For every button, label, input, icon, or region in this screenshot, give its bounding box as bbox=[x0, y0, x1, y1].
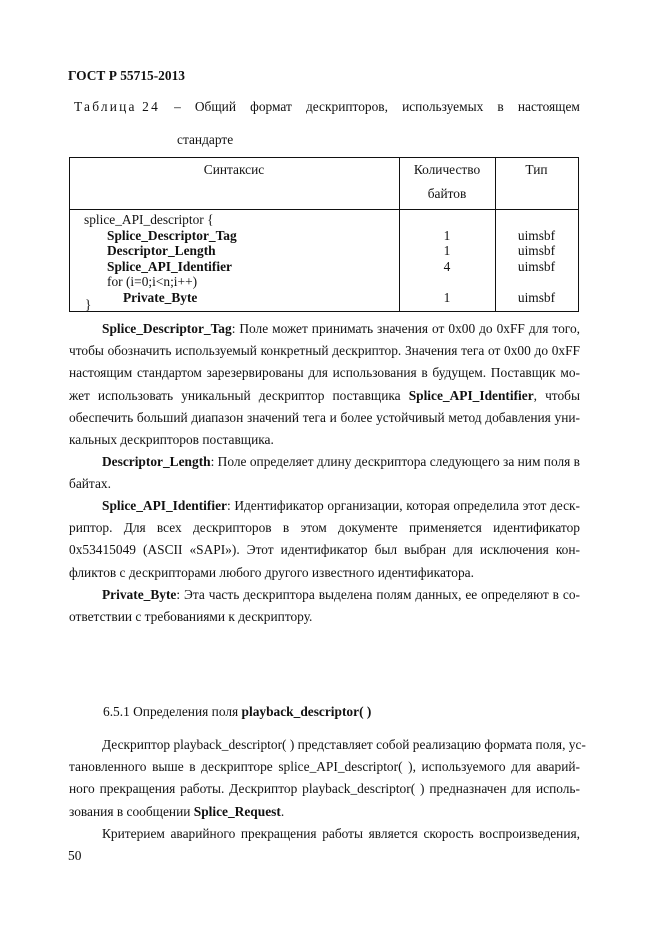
table-cell-type: uimsbf bbox=[517, 290, 556, 305]
caption-label: Таблица 24 bbox=[74, 99, 160, 114]
table-cell-type: uimsbf bbox=[517, 243, 556, 259]
text-line: байтах. bbox=[69, 476, 111, 492]
table-row-syntax: splice_API_descriptor { bbox=[84, 212, 214, 227]
table-row-syntax: Splice_API_Identifier bbox=[107, 258, 232, 274]
table-row-syntax: for (i=0;i<n;i++) bbox=[107, 274, 198, 290]
table-cell-type: uimsbf bbox=[517, 227, 556, 243]
header-type: Тип bbox=[525, 162, 548, 177]
term: Splice_API_Identifier bbox=[408, 387, 534, 403]
table-row-syntax: Splice_Descriptor_Tag bbox=[107, 227, 237, 243]
caption-word: дескрипторов, bbox=[305, 99, 388, 114]
text-span: : Эта часть дескриптора выделена полям данных, ее определяют в со- bbox=[176, 587, 580, 602]
text-line: кальных дескрипторов поставщика. bbox=[69, 431, 274, 447]
text-line: риптор. Для всех дескрипторов в этом документе применяется идентификатор bbox=[69, 520, 580, 536]
term: Private_Byte bbox=[102, 587, 177, 602]
text-span: : Идентификатор организации, которая определила этот деск- bbox=[226, 498, 580, 513]
table-cell-count: 1 bbox=[443, 227, 451, 243]
text-line bbox=[69, 495, 580, 517]
paragraph-playback-descriptor bbox=[69, 734, 586, 823]
text-line: ответствии с требованиями к дескриптору. bbox=[69, 609, 313, 625]
term: Descriptor_Length bbox=[102, 454, 211, 469]
header-syntax: Синтаксис bbox=[203, 162, 265, 177]
header-byte-count bbox=[399, 161, 495, 203]
table-caption bbox=[74, 99, 580, 147]
caption-word: формат bbox=[250, 99, 292, 114]
text-line: настоящим стандартом зарезервированы для использования в будущем. Поставщик мо- bbox=[69, 365, 580, 381]
paragraph-private-byte bbox=[69, 584, 580, 628]
text-line bbox=[69, 801, 580, 823]
text-line: 0x53415049 (ASCII «SAPI»). Этот идентификатор был выбран для исключения кон- bbox=[69, 542, 580, 558]
caption-word: настоящем bbox=[517, 99, 580, 114]
table-cell-type: uimsbf bbox=[517, 258, 556, 274]
text-line: Дескриптор playback_descriptor( ) представляет собой реализацию формата поля, ус- bbox=[102, 737, 586, 752]
text-span: : Поле может принимать значения от 0x00 до 0xFF для того, bbox=[231, 321, 580, 336]
text-line: тановленного выше в дескрипторе splice_API_descriptor( ), используемого для аварий- bbox=[69, 759, 580, 775]
text-span: . bbox=[280, 803, 285, 819]
table-border-bottom bbox=[69, 311, 579, 312]
paragraph-api-identifier bbox=[69, 495, 580, 584]
table-row-syntax: Descriptor_Length bbox=[107, 243, 216, 259]
table-cell-count: 1 bbox=[443, 243, 451, 259]
header-byte-count-line-2: байтов bbox=[427, 186, 467, 201]
text-span: зования в сообщении bbox=[69, 803, 194, 819]
page-number: 50 bbox=[68, 848, 82, 863]
table-row-syntax: } bbox=[85, 297, 92, 312]
caption-word: Общий bbox=[194, 99, 237, 114]
text-line: фликтов с дескрипторами любого другого известного идентификатора. bbox=[69, 564, 474, 580]
table-cell-count: 4 bbox=[443, 258, 451, 274]
section-heading bbox=[103, 701, 371, 723]
caption-line-2: стандарте bbox=[177, 132, 234, 147]
table-border-top bbox=[69, 157, 579, 158]
caption-line-1 bbox=[74, 99, 580, 115]
term: Splice_Request bbox=[193, 803, 281, 819]
header-byte-count-line-1: Количество bbox=[413, 162, 481, 177]
text-span: жет использовать уникальный дескриптор поставщика bbox=[69, 387, 409, 403]
paragraph-descriptor-length bbox=[69, 451, 580, 495]
text-line: обеспечить больший диапазон значений тега и более устойчивый метод добавления уни- bbox=[69, 409, 580, 425]
text-line: ного прекращения работы. Дескриптор playback_descriptor( ) предназначен для исполь- bbox=[69, 781, 580, 797]
paragraph-criterion bbox=[69, 823, 580, 845]
table-border-right bbox=[578, 157, 579, 312]
text-line bbox=[69, 385, 580, 407]
heading-term: playback_descriptor( ) bbox=[241, 704, 372, 719]
term: Splice_API_Identifier bbox=[102, 498, 227, 513]
table-row-syntax: Private_Byte bbox=[123, 290, 198, 305]
table-header-divider bbox=[69, 209, 579, 210]
caption-word: в bbox=[497, 99, 504, 114]
descriptor-format-table bbox=[69, 157, 579, 312]
table-border-left bbox=[69, 157, 70, 312]
text-line: Критерием аварийного прекращения работы является скорость воспроизведения, bbox=[102, 826, 580, 841]
paragraph-descriptor-tag bbox=[69, 318, 580, 451]
text-line bbox=[69, 584, 580, 606]
caption-word: используемых bbox=[402, 99, 484, 114]
text-line: чтобы обозначить используемый конкретный дескриптор. Значения тега от 0x00 до 0xFF bbox=[69, 343, 580, 359]
table-cell-count: 1 bbox=[443, 290, 451, 305]
text-span: : Поле определяет длину дескриптора следующего за ним поля в bbox=[210, 454, 580, 469]
term: Splice_Descriptor_Tag bbox=[102, 321, 232, 336]
text-line bbox=[69, 318, 580, 340]
document-header: ГОСТ Р 55715-2013 bbox=[68, 68, 185, 83]
text-line bbox=[69, 451, 580, 473]
caption-word: – bbox=[174, 99, 181, 114]
text-span: , чтобы bbox=[533, 387, 580, 403]
heading-prefix: 6.5.1 Определения поля bbox=[103, 704, 242, 719]
